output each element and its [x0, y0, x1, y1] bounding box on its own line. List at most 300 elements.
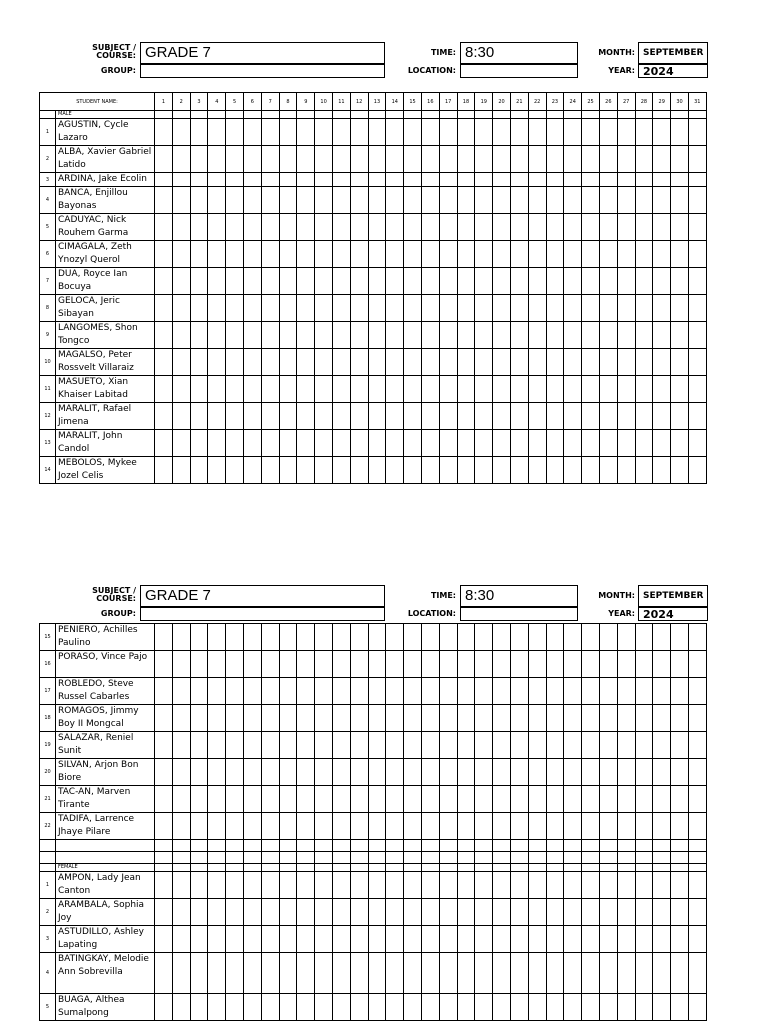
- attendance-cell[interactable]: [368, 786, 386, 813]
- attendance-cell[interactable]: [315, 403, 333, 430]
- attendance-cell[interactable]: [528, 759, 546, 786]
- attendance-cell[interactable]: [475, 813, 493, 840]
- attendance-cell[interactable]: [582, 187, 600, 214]
- attendance-cell[interactable]: [528, 214, 546, 241]
- attendance-cell[interactable]: [368, 852, 386, 864]
- attendance-cell[interactable]: [368, 840, 386, 852]
- attendance-cell[interactable]: [226, 651, 244, 678]
- attendance-cell[interactable]: [475, 926, 493, 953]
- attendance-cell[interactable]: [297, 732, 315, 759]
- attendance-cell[interactable]: [546, 678, 564, 705]
- attendance-cell[interactable]: [671, 187, 689, 214]
- attendance-cell[interactable]: [404, 678, 422, 705]
- attendance-cell[interactable]: [671, 651, 689, 678]
- attendance-cell[interactable]: [208, 119, 226, 146]
- attendance-cell[interactable]: [404, 457, 422, 484]
- attendance-cell[interactable]: [617, 295, 635, 322]
- attendance-cell[interactable]: [528, 732, 546, 759]
- attendance-cell[interactable]: [635, 813, 653, 840]
- attendance-cell[interactable]: [297, 268, 315, 295]
- attendance-cell[interactable]: [582, 926, 600, 953]
- attendance-cell[interactable]: [582, 322, 600, 349]
- location-field[interactable]: [460, 64, 578, 78]
- attendance-cell[interactable]: [315, 457, 333, 484]
- attendance-cell[interactable]: [599, 786, 617, 813]
- attendance-cell[interactable]: [332, 119, 350, 146]
- attendance-cell[interactable]: [297, 994, 315, 1021]
- attendance-cell[interactable]: [315, 241, 333, 268]
- attendance-cell[interactable]: [439, 705, 457, 732]
- attendance-cell[interactable]: [350, 926, 368, 953]
- attendance-cell[interactable]: [226, 840, 244, 852]
- attendance-cell[interactable]: [582, 872, 600, 899]
- attendance-cell[interactable]: [475, 953, 493, 994]
- attendance-cell[interactable]: [155, 651, 173, 678]
- attendance-cell[interactable]: [404, 840, 422, 852]
- attendance-cell[interactable]: [332, 146, 350, 173]
- attendance-cell[interactable]: [297, 872, 315, 899]
- attendance-cell[interactable]: [546, 119, 564, 146]
- attendance-cell[interactable]: [208, 430, 226, 457]
- attendance-cell[interactable]: [332, 376, 350, 403]
- attendance-cell[interactable]: [546, 759, 564, 786]
- attendance-cell[interactable]: [582, 403, 600, 430]
- attendance-cell[interactable]: [261, 349, 279, 376]
- attendance-cell[interactable]: [475, 732, 493, 759]
- attendance-cell[interactable]: [368, 624, 386, 651]
- attendance-cell[interactable]: [368, 187, 386, 214]
- attendance-cell[interactable]: [688, 173, 706, 187]
- attendance-cell[interactable]: [653, 759, 671, 786]
- attendance-cell[interactable]: [172, 899, 190, 926]
- attendance-cell[interactable]: [244, 430, 262, 457]
- attendance-cell[interactable]: [688, 322, 706, 349]
- attendance-cell[interactable]: [528, 786, 546, 813]
- attendance-cell[interactable]: [421, 926, 439, 953]
- attendance-cell[interactable]: [688, 786, 706, 813]
- attendance-cell[interactable]: [617, 119, 635, 146]
- attendance-cell[interactable]: [528, 430, 546, 457]
- attendance-cell[interactable]: [528, 705, 546, 732]
- attendance-cell[interactable]: [297, 241, 315, 268]
- attendance-cell[interactable]: [332, 322, 350, 349]
- attendance-cell[interactable]: [671, 119, 689, 146]
- attendance-cell[interactable]: [155, 872, 173, 899]
- attendance-cell[interactable]: [528, 840, 546, 852]
- attendance-cell[interactable]: [564, 994, 582, 1021]
- attendance-cell[interactable]: [688, 759, 706, 786]
- attendance-cell[interactable]: [493, 403, 511, 430]
- attendance-cell[interactable]: [439, 187, 457, 214]
- attendance-cell[interactable]: [386, 187, 404, 214]
- attendance-cell[interactable]: [350, 994, 368, 1021]
- attendance-cell[interactable]: [404, 759, 422, 786]
- attendance-cell[interactable]: [599, 899, 617, 926]
- attendance-cell[interactable]: [315, 146, 333, 173]
- attendance-cell[interactable]: [208, 349, 226, 376]
- attendance-cell[interactable]: [279, 899, 297, 926]
- attendance-cell[interactable]: [457, 994, 475, 1021]
- attendance-cell[interactable]: [599, 295, 617, 322]
- attendance-cell[interactable]: [226, 732, 244, 759]
- attendance-cell[interactable]: [261, 146, 279, 173]
- attendance-cell[interactable]: [688, 295, 706, 322]
- attendance-cell[interactable]: [172, 349, 190, 376]
- attendance-cell[interactable]: [439, 376, 457, 403]
- attendance-cell[interactable]: [190, 926, 208, 953]
- attendance-cell[interactable]: [386, 430, 404, 457]
- attendance-cell[interactable]: [208, 994, 226, 1021]
- attendance-cell[interactable]: [493, 173, 511, 187]
- attendance-cell[interactable]: [546, 994, 564, 1021]
- attendance-cell[interactable]: [617, 268, 635, 295]
- attendance-cell[interactable]: [564, 241, 582, 268]
- attendance-cell[interactable]: [332, 457, 350, 484]
- attendance-cell[interactable]: [457, 651, 475, 678]
- attendance-cell[interactable]: [261, 926, 279, 953]
- attendance-cell[interactable]: [617, 926, 635, 953]
- attendance-cell[interactable]: [404, 187, 422, 214]
- attendance-cell[interactable]: [688, 732, 706, 759]
- attendance-cell[interactable]: [671, 322, 689, 349]
- attendance-cell[interactable]: [635, 295, 653, 322]
- attendance-cell[interactable]: [332, 872, 350, 899]
- attendance-cell[interactable]: [493, 759, 511, 786]
- attendance-cell[interactable]: [528, 146, 546, 173]
- attendance-cell[interactable]: [279, 786, 297, 813]
- attendance-cell[interactable]: [315, 119, 333, 146]
- attendance-cell[interactable]: [261, 624, 279, 651]
- attendance-cell[interactable]: [172, 840, 190, 852]
- attendance-cell[interactable]: [297, 953, 315, 994]
- attendance-cell[interactable]: [635, 953, 653, 994]
- attendance-cell[interactable]: [617, 322, 635, 349]
- attendance-cell[interactable]: [421, 852, 439, 864]
- attendance-cell[interactable]: [404, 403, 422, 430]
- attendance-cell[interactable]: [599, 994, 617, 1021]
- attendance-cell[interactable]: [635, 146, 653, 173]
- attendance-cell[interactable]: [404, 872, 422, 899]
- attendance-cell[interactable]: [297, 214, 315, 241]
- attendance-cell[interactable]: [386, 994, 404, 1021]
- attendance-cell[interactable]: [368, 119, 386, 146]
- attendance-cell[interactable]: [653, 187, 671, 214]
- attendance-cell[interactable]: [386, 651, 404, 678]
- attendance-cell[interactable]: [528, 651, 546, 678]
- attendance-cell[interactable]: [244, 241, 262, 268]
- attendance-cell[interactable]: [688, 678, 706, 705]
- attendance-cell[interactable]: [510, 994, 528, 1021]
- attendance-cell[interactable]: [404, 926, 422, 953]
- attendance-cell[interactable]: [315, 759, 333, 786]
- attendance-cell[interactable]: [493, 187, 511, 214]
- attendance-cell[interactable]: [332, 403, 350, 430]
- attendance-cell[interactable]: [297, 786, 315, 813]
- attendance-cell[interactable]: [386, 899, 404, 926]
- attendance-cell[interactable]: [332, 786, 350, 813]
- attendance-cell[interactable]: [546, 241, 564, 268]
- attendance-cell[interactable]: [350, 119, 368, 146]
- attendance-cell[interactable]: [564, 786, 582, 813]
- attendance-cell[interactable]: [155, 813, 173, 840]
- attendance-cell[interactable]: [546, 173, 564, 187]
- attendance-cell[interactable]: [297, 119, 315, 146]
- attendance-cell[interactable]: [475, 899, 493, 926]
- attendance-cell[interactable]: [368, 732, 386, 759]
- attendance-cell[interactable]: [261, 852, 279, 864]
- attendance-cell[interactable]: [279, 322, 297, 349]
- attendance-cell[interactable]: [528, 852, 546, 864]
- attendance-cell[interactable]: [190, 173, 208, 187]
- attendance-cell[interactable]: [261, 214, 279, 241]
- attendance-cell[interactable]: [208, 295, 226, 322]
- attendance-cell[interactable]: [457, 173, 475, 187]
- attendance-cell[interactable]: [226, 852, 244, 864]
- attendance-cell[interactable]: [315, 430, 333, 457]
- attendance-cell[interactable]: [582, 119, 600, 146]
- attendance-cell[interactable]: [172, 678, 190, 705]
- attendance-cell[interactable]: [226, 146, 244, 173]
- attendance-cell[interactable]: [297, 173, 315, 187]
- attendance-cell[interactable]: [457, 430, 475, 457]
- attendance-cell[interactable]: [617, 953, 635, 994]
- attendance-cell[interactable]: [599, 872, 617, 899]
- attendance-cell[interactable]: [386, 376, 404, 403]
- attendance-cell[interactable]: [510, 840, 528, 852]
- attendance-cell[interactable]: [315, 705, 333, 732]
- attendance-cell[interactable]: [421, 322, 439, 349]
- attendance-cell[interactable]: [243, 678, 261, 705]
- attendance-cell[interactable]: [172, 214, 190, 241]
- attendance-cell[interactable]: [688, 214, 706, 241]
- attendance-cell[interactable]: [279, 651, 297, 678]
- attendance-cell[interactable]: [350, 403, 368, 430]
- attendance-cell[interactable]: [582, 759, 600, 786]
- attendance-cell[interactable]: [688, 705, 706, 732]
- attendance-cell[interactable]: [404, 624, 422, 651]
- attendance-cell[interactable]: [546, 430, 564, 457]
- attendance-cell[interactable]: [528, 322, 546, 349]
- attendance-cell[interactable]: [208, 214, 226, 241]
- attendance-cell[interactable]: [582, 852, 600, 864]
- attendance-cell[interactable]: [439, 953, 457, 994]
- attendance-cell[interactable]: [635, 376, 653, 403]
- attendance-cell[interactable]: [404, 268, 422, 295]
- attendance-cell[interactable]: [332, 624, 350, 651]
- attendance-cell[interactable]: [617, 705, 635, 732]
- attendance-cell[interactable]: [172, 852, 190, 864]
- attendance-cell[interactable]: [564, 678, 582, 705]
- attendance-cell[interactable]: [599, 119, 617, 146]
- attendance-cell[interactable]: [671, 705, 689, 732]
- attendance-cell[interactable]: [208, 651, 226, 678]
- attendance-cell[interactable]: [510, 953, 528, 994]
- attendance-cell[interactable]: [599, 759, 617, 786]
- attendance-cell[interactable]: [439, 926, 457, 953]
- attendance-cell[interactable]: [439, 295, 457, 322]
- attendance-cell[interactable]: [564, 759, 582, 786]
- attendance-cell[interactable]: [350, 173, 368, 187]
- attendance-cell[interactable]: [653, 295, 671, 322]
- attendance-cell[interactable]: [208, 705, 226, 732]
- attendance-cell[interactable]: [404, 953, 422, 994]
- attendance-cell[interactable]: [208, 852, 226, 864]
- attendance-cell[interactable]: [439, 241, 457, 268]
- attendance-cell[interactable]: [475, 268, 493, 295]
- attendance-cell[interactable]: [421, 759, 439, 786]
- attendance-cell[interactable]: [261, 678, 279, 705]
- attendance-cell[interactable]: [368, 457, 386, 484]
- attendance-cell[interactable]: [546, 705, 564, 732]
- attendance-cell[interactable]: [350, 953, 368, 994]
- attendance-cell[interactable]: [279, 214, 297, 241]
- attendance-cell[interactable]: [528, 813, 546, 840]
- attendance-cell[interactable]: [599, 430, 617, 457]
- attendance-cell[interactable]: [315, 872, 333, 899]
- attendance-cell[interactable]: [190, 732, 208, 759]
- attendance-cell[interactable]: [404, 295, 422, 322]
- attendance-cell[interactable]: [172, 322, 190, 349]
- attendance-cell[interactable]: [599, 214, 617, 241]
- attendance-cell[interactable]: [332, 852, 350, 864]
- attendance-cell[interactable]: [244, 268, 262, 295]
- attendance-cell[interactable]: [350, 732, 368, 759]
- attendance-cell[interactable]: [261, 430, 279, 457]
- attendance-cell[interactable]: [582, 899, 600, 926]
- attendance-cell[interactable]: [599, 173, 617, 187]
- attendance-cell[interactable]: [510, 899, 528, 926]
- attendance-cell[interactable]: [457, 624, 475, 651]
- attendance-cell[interactable]: [564, 457, 582, 484]
- time-field[interactable]: 8:30: [460, 585, 578, 607]
- attendance-cell[interactable]: [421, 624, 439, 651]
- attendance-cell[interactable]: [315, 678, 333, 705]
- attendance-cell[interactable]: [172, 376, 190, 403]
- attendance-cell[interactable]: [653, 705, 671, 732]
- attendance-cell[interactable]: [635, 926, 653, 953]
- attendance-cell[interactable]: [350, 268, 368, 295]
- attendance-cell[interactable]: [617, 624, 635, 651]
- attendance-cell[interactable]: [439, 268, 457, 295]
- attendance-cell[interactable]: [564, 872, 582, 899]
- attendance-cell[interactable]: [279, 430, 297, 457]
- attendance-cell[interactable]: [599, 651, 617, 678]
- attendance-cell[interactable]: [155, 994, 173, 1021]
- attendance-cell[interactable]: [475, 852, 493, 864]
- attendance-cell[interactable]: [617, 732, 635, 759]
- attendance-cell[interactable]: [439, 322, 457, 349]
- attendance-cell[interactable]: [582, 241, 600, 268]
- attendance-cell[interactable]: [564, 624, 582, 651]
- attendance-cell[interactable]: [368, 759, 386, 786]
- attendance-cell[interactable]: [564, 732, 582, 759]
- attendance-cell[interactable]: [439, 624, 457, 651]
- attendance-cell[interactable]: [475, 840, 493, 852]
- attendance-cell[interactable]: [528, 295, 546, 322]
- attendance-cell[interactable]: [617, 872, 635, 899]
- attendance-cell[interactable]: [475, 173, 493, 187]
- attendance-cell[interactable]: [635, 457, 653, 484]
- attendance-cell[interactable]: [315, 173, 333, 187]
- attendance-cell[interactable]: [368, 376, 386, 403]
- attendance-cell[interactable]: [493, 349, 511, 376]
- attendance-cell[interactable]: [671, 376, 689, 403]
- attendance-cell[interactable]: [475, 786, 493, 813]
- attendance-cell[interactable]: [475, 994, 493, 1021]
- group-field[interactable]: [140, 607, 385, 621]
- attendance-cell[interactable]: [599, 146, 617, 173]
- attendance-cell[interactable]: [457, 241, 475, 268]
- attendance-cell[interactable]: [208, 678, 226, 705]
- attendance-cell[interactable]: [243, 926, 261, 953]
- attendance-cell[interactable]: [688, 403, 706, 430]
- attendance-cell[interactable]: [457, 349, 475, 376]
- attendance-cell[interactable]: [208, 146, 226, 173]
- attendance-cell[interactable]: [475, 322, 493, 349]
- attendance-cell[interactable]: [546, 651, 564, 678]
- attendance-cell[interactable]: [244, 187, 262, 214]
- attendance-cell[interactable]: [368, 173, 386, 187]
- attendance-cell[interactable]: [688, 852, 706, 864]
- attendance-cell[interactable]: [404, 322, 422, 349]
- attendance-cell[interactable]: [617, 678, 635, 705]
- attendance-cell[interactable]: [475, 187, 493, 214]
- attendance-cell[interactable]: [493, 953, 511, 994]
- attendance-cell[interactable]: [564, 119, 582, 146]
- attendance-cell[interactable]: [582, 376, 600, 403]
- attendance-cell[interactable]: [475, 705, 493, 732]
- attendance-cell[interactable]: [457, 732, 475, 759]
- attendance-cell[interactable]: [653, 624, 671, 651]
- attendance-cell[interactable]: [261, 119, 279, 146]
- attendance-cell[interactable]: [315, 899, 333, 926]
- attendance-cell[interactable]: [386, 146, 404, 173]
- attendance-cell[interactable]: [350, 813, 368, 840]
- attendance-cell[interactable]: [368, 214, 386, 241]
- attendance-cell[interactable]: [493, 840, 511, 852]
- attendance-cell[interactable]: [617, 759, 635, 786]
- attendance-cell[interactable]: [688, 994, 706, 1021]
- attendance-cell[interactable]: [226, 624, 244, 651]
- attendance-cell[interactable]: [315, 852, 333, 864]
- attendance-cell[interactable]: [386, 214, 404, 241]
- attendance-cell[interactable]: [653, 732, 671, 759]
- attendance-cell[interactable]: [546, 214, 564, 241]
- attendance-cell[interactable]: [244, 457, 262, 484]
- attendance-cell[interactable]: [350, 146, 368, 173]
- attendance-cell[interactable]: [653, 840, 671, 852]
- attendance-cell[interactable]: [564, 173, 582, 187]
- attendance-cell[interactable]: [564, 926, 582, 953]
- attendance-cell[interactable]: [653, 786, 671, 813]
- attendance-cell[interactable]: [243, 994, 261, 1021]
- attendance-cell[interactable]: [582, 173, 600, 187]
- attendance-cell[interactable]: [190, 268, 208, 295]
- attendance-cell[interactable]: [528, 624, 546, 651]
- attendance-cell[interactable]: [350, 457, 368, 484]
- attendance-cell[interactable]: [493, 376, 511, 403]
- attendance-cell[interactable]: [386, 457, 404, 484]
- attendance-cell[interactable]: [190, 813, 208, 840]
- attendance-cell[interactable]: [297, 403, 315, 430]
- attendance-cell[interactable]: [332, 732, 350, 759]
- attendance-cell[interactable]: [564, 146, 582, 173]
- attendance-cell[interactable]: [386, 678, 404, 705]
- attendance-cell[interactable]: [421, 732, 439, 759]
- attendance-cell[interactable]: [582, 732, 600, 759]
- attendance-cell[interactable]: [226, 349, 244, 376]
- attendance-cell[interactable]: [457, 403, 475, 430]
